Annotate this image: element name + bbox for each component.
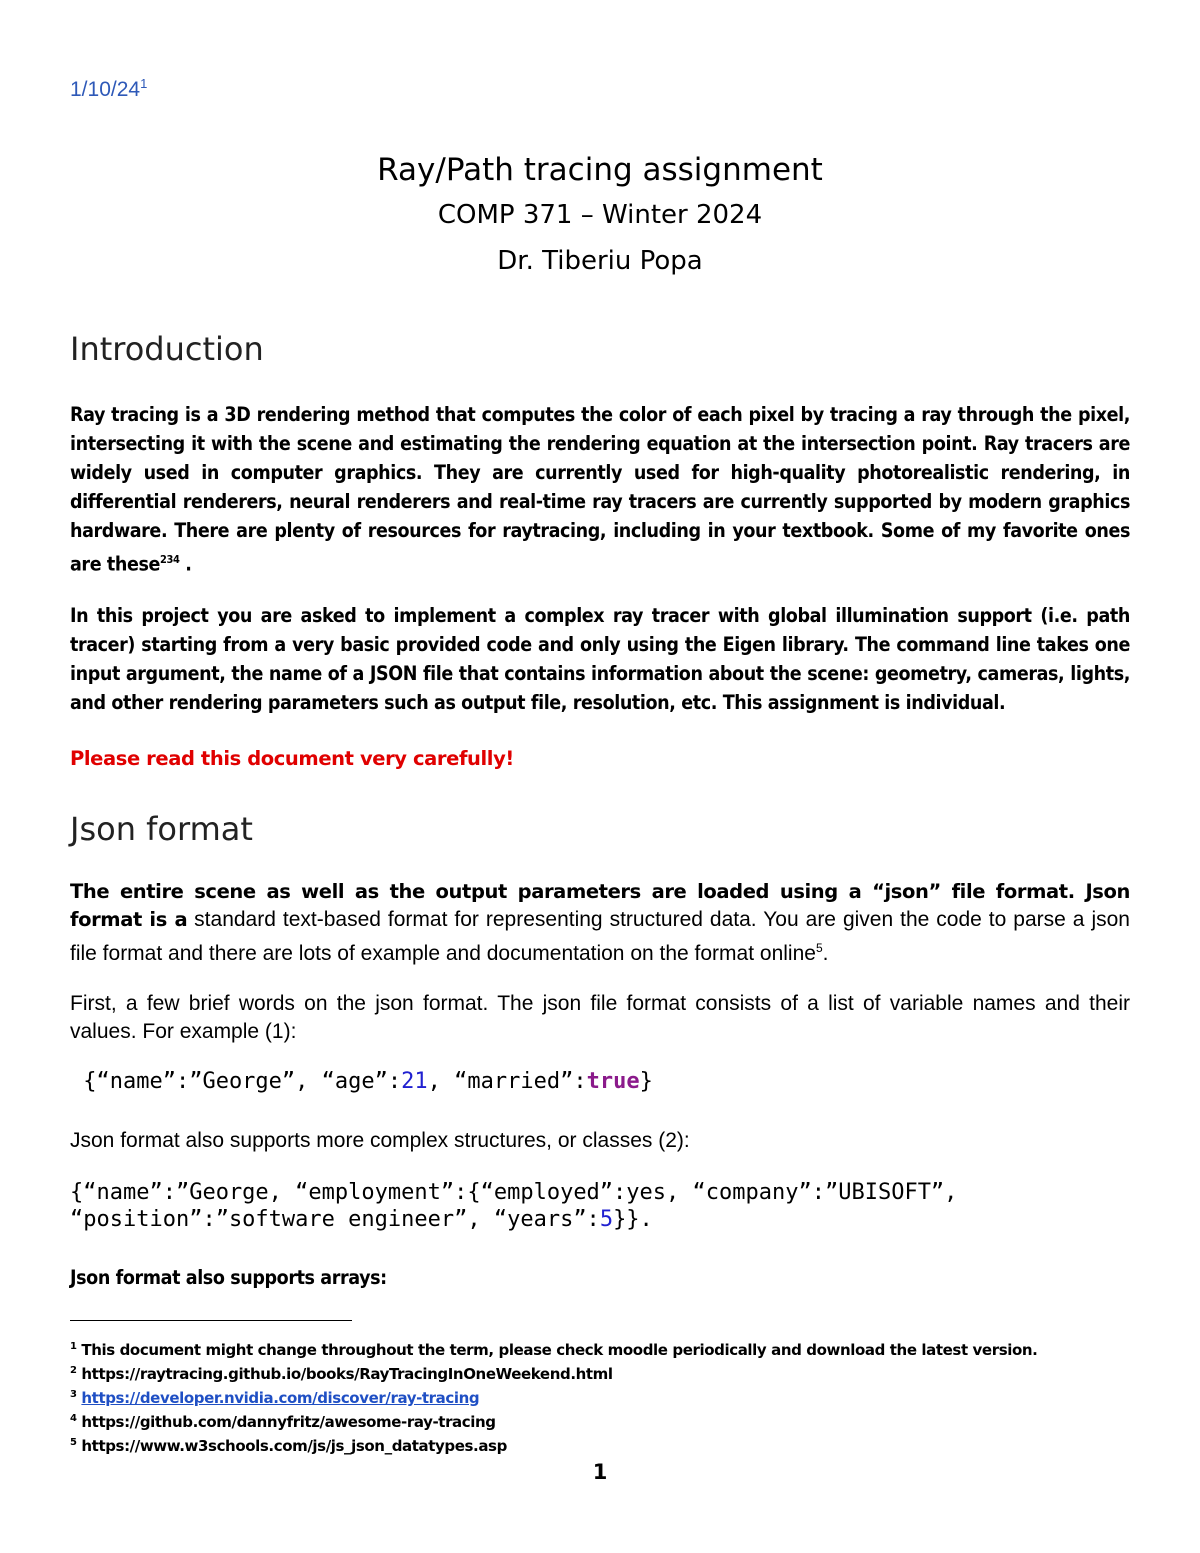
json-paragraph-1: The entire scene as well as the output parameters are loaded using a “json” file format. Json format is a standard text-based format for representing structured data. You are given the code to parse a json file format and there are lots of example and documentation on the format online$^5$. <box>70 880 1130 965</box>
footnote-2: $^2$ https://raytracing.github.io/books/RayTracingInOneWeekend.html <box>70 1365 613 1383</box>
footnote-ref-5: 5 <box>815 941 823 955</box>
footnote-5: $^5$ https://www.w3schools.com/js/js_json_datatypes.asp <box>70 1437 507 1455</box>
footnote-separator <box>70 1320 352 1321</box>
footnote-3-link[interactable]: https://developer.nvidia.com/discover/ray-tracing <box>81 1389 480 1407</box>
intro-paragraph-2: In this project you are asked to implement a complex ray tracer with global illumination support (i.e. path tracer) starting from a very basic provided code and only using the Eigen library. The command line takes one input argument, the name of a JSON file that contains information about the scene: geometry, cameras, lights, and other rendering parameters such as output file, resolution, etc. This assignment is individual. <box>70 604 1130 714</box>
author-name: Dr. Tiberiu Popa <box>497 246 703 276</box>
document-date: $1/10/24^1$ <box>70 76 148 101</box>
intro-paragraph-1: Ray tracing is a 3D rendering method that computes the color of each pixel by tracing a ray through the pixel, intersecting it with the scene and estimating the rendering equation at the intersection point. Ray tracers are widely used in computer graphics. They are currently used for high-quality photorealistic rendering, in differential renderers, neural renderers and real-time ray tracers are currently supported by modern graphics hardware. There are plenty of resources for raytracing, including in your textbook. Some of my favorite ones are these$^{234}$ . <box>70 403 1130 576</box>
footnote-refs-234: 234 <box>160 553 180 566</box>
footnote-4: $^4$ https://github.com/dannyfritz/awesome-ray-tracing <box>70 1413 496 1431</box>
footnote-ref-1: 1 <box>140 76 148 91</box>
introduction-heading: Introduction <box>70 330 264 368</box>
warning-text: Please read this document very carefully! <box>70 747 514 770</box>
json-paragraph-2: First, a few brief words on the json format. The json file format consists of a list of variable names and their values. For example (1): <box>70 992 1130 1043</box>
code-example-2-line-2: “position”:”software engineer”, “years”:5}}. <box>70 1207 653 1232</box>
course-name: COMP 371 – Winter 2024 <box>437 200 763 230</box>
footnote-1: $^1$ This document might change throughout the term, please check moodle periodically and download the latest version. <box>70 1341 1038 1359</box>
code-example-1: {“name”:”George”, “age”:21, “married”:true} <box>70 1069 653 1094</box>
footnote-3: $^3$ https://developer.nvidia.com/discover/ray-tracing <box>70 1389 480 1407</box>
page-number: 1 <box>592 1460 608 1484</box>
json-paragraph-4: Json format also supports arrays: <box>70 1266 387 1289</box>
json-paragraph-3: Json format also supports more complex structures, or classes (2): <box>70 1129 690 1152</box>
document-title: Ray/Path tracing assignment <box>377 152 823 188</box>
code-example-2-line-1: {“name”:”George, “employment”:{“employed”:yes, “company”:”UBISOFT”, <box>70 1180 958 1205</box>
json-format-heading: Json format <box>70 810 253 848</box>
